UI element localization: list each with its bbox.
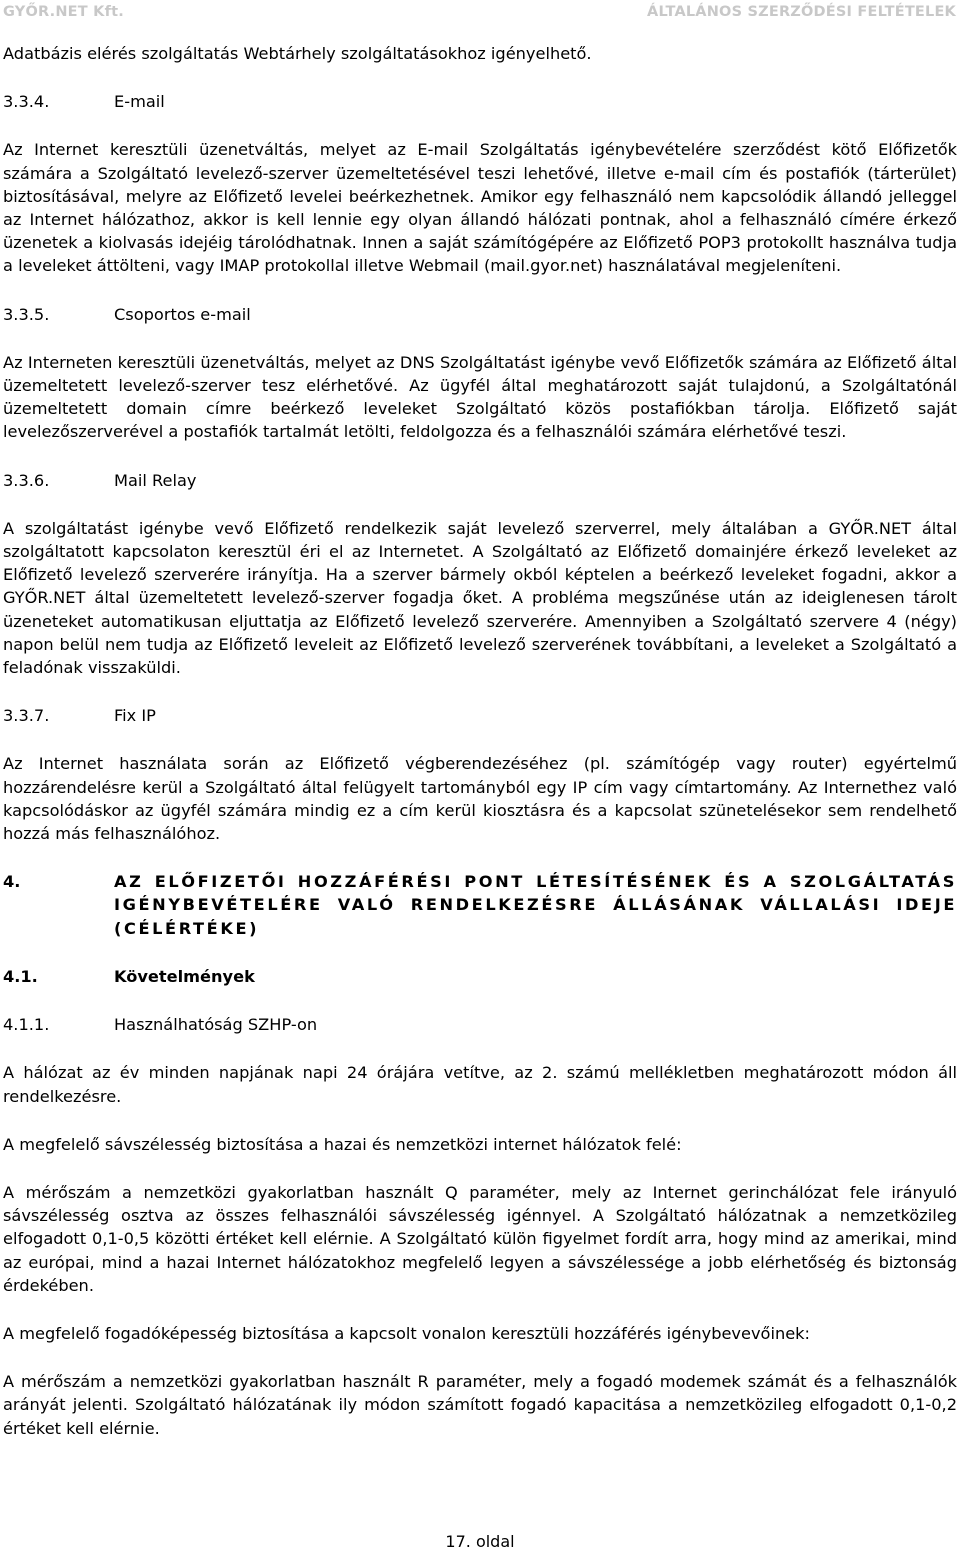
- page-number: 17. oldal: [445, 1532, 515, 1551]
- paragraph-availability: A hálózat az év minden napjának napi 24 órájára vetítve, az 2. számú mellékletben meghatározott módon áll rendelkezésre.: [3, 1063, 957, 1106]
- paragraph-group-email: Az Interneten keresztüli üzenetváltás, melyet az DNS Szolgáltatást igénybe vevő Előfizetők számára az Előfizető által üzemeltetett levelező-szerver tesz elérhetővé. Az ügyfél által meghatározott saját tulajdonú, a Szolgáltatónál üzemeltetett domain címre beérkező leveleket Szolgáltató közös postafiókban tárolja. Előfizető saját levelezőszerverével a postafiók tartalmát letölti, feldolgozza és a felhasználói számára elérhetővé teszi.: [3, 352, 957, 442]
- section-title: Használhatóság SZHP-on: [114, 1015, 318, 1035]
- section-heading-3-3-6: [3, 469, 957, 492]
- header-document-title: ÁLTALÁNOS SZERZŐDÉSI FELTÉTELEK: [647, 4, 956, 20]
- section-number: 3.3.6.: [3, 470, 50, 490]
- paragraph-mail-relay: A szolgáltatást igénybe vevő Előfizető rendelkezik saját levelező szerverrel, mely általában a GYŐR.NET által szolgáltatott kapcsolaton keresztül éri el az Internetet. A Szolgáltató az Előfizető domainjére érkező leveleket az Előfizető levelező szerverére irányítja. Ha a szerver bármely okból képtelen a beérkező leveleket fogadni, akkor a GYŐR.NET által üzemeltetett levelező-szerver fogadja őket. A probléma megszűnése után az ideiglenesen tárolt üzeneteket automatikusan eljuttatja az Előfizető levelező szerverére. Amennyiben a Szolgáltató szervere 4 (négy) napon belül nem tudja az Előfizető leveleit az Előfizető levelező szerverének továbbítani, a leveleket a Szolgáltató a feladónak visszaküldi.: [3, 518, 957, 678]
- chapter-heading-4: [3, 870, 957, 940]
- paragraph-reception-intro: A megfelelő fogadóképesség biztosítása a kapcsolt vonalon keresztüli hozzáférés igénybevevőinek:: [3, 1323, 810, 1343]
- section-heading-3-3-5: [3, 303, 957, 326]
- section-title: Mail Relay: [114, 470, 197, 490]
- section-number: 3.3.7.: [3, 706, 50, 726]
- document-body: [3, 42, 957, 1465]
- chapter-title: AZ ELŐFIZETŐI HOZZÁFÉRÉSI PONT LÉTESÍTÉSÉNEK ÉS A SZOLGÁLTATÁS IGÉNYBEVÉTELÉRE VALÓ RENDELKEZÉSRE ÁLLÁSÁNAK VÁLLALÁSI IDEJE (CÉLÉRTÉKE): [114, 872, 957, 938]
- section-heading-4-1: [3, 965, 957, 988]
- paragraph-bandwidth-q: A mérőszám a nemzetközi gyakorlatban használt Q paraméter, mely az Internet gerinchálózat fele irányuló sávszélesség osztva az összes felhasználói sávszélesség igénnyel. A Szolgáltató hálózatnak a nemzetközileg elfogadott 0,1-0,5 közötti értéket kell elérnie. A Szolgáltató külön figyelmet fordít arra, hogy mind az amerikai, mind az európai, mind a hazai Internet hálózatokhoz megfelelő legyen a sávszélessége a jobb elérhetőség és biztonság érdekében.: [3, 1182, 957, 1295]
- section-number: 3.3.4.: [3, 92, 50, 112]
- section-heading-3-3-7: [3, 704, 957, 727]
- paragraph-reception-r: A mérőszám a nemzetközi gyakorlatban használt R paraméter, mely a fogadó modemek számát és a felhasználók arányát jelenti. Szolgáltató hálózatának ily módon számított fogadó kapacitása a nemzetközileg elfogadott 0,1-0,2 értéket kell elérnie.: [3, 1372, 957, 1438]
- paragraph-email: Az Internet keresztüli üzenetváltás, melyet az E-mail Szolgáltatás igénybevételére szerződést kötő Előfizetők számára a Szolgáltató levelező-szerver üzemeltetésével teszi lehetővé, illetve e-mail cím és postafiók (tárterület) biztosításával, melyre az Előfizető levelei beérkezhetnek. Amikor egy felhasználó nem kapcsolódik állandó jelleggel az Internet hálózathoz, akkor is kell lennie egy olyan állandó hálózati pontnak, ahol a felhasználó címére érkező üzenetek a kiolvasás idejéig tárolódhatnak. Innen a saját számítógépére az Előfizető POP3 protokollt használva tudja a leveleket áttölteni, vagy IMAP protokollal illetve Webmail (mail.gyor.net) használatával megjeleníteni.: [3, 140, 957, 276]
- section-heading-4-1-1: [3, 1013, 957, 1036]
- section-title: Követelmények: [114, 966, 255, 986]
- chapter-number: 4.: [3, 872, 21, 892]
- section-heading-3-3-4: [3, 90, 957, 113]
- section-number: 4.1.: [3, 966, 38, 986]
- header-company: GYŐR.NET Kft.: [3, 4, 124, 20]
- paragraph-fix-ip: Az Internet használata során az Előfizető végberendezéséhez (pl. számítógép vagy router) egyértelmű hozzárendelésre kerül a Szolgáltató által felügyelt tartományból egy IP cím vagy címtartomány. Az Internethez való kapcsolódáskor az ügyfél számára mindig ez a cím kerül kiosztásra és a kapcsolat szünetelésekor sem rendelhető hozzá más felhasználóhoz.: [3, 754, 957, 844]
- paragraph-bandwidth-intro: A megfelelő sávszélesség biztosítása a hazai és nemzetközi internet hálózatok felé:: [3, 1134, 682, 1154]
- section-title: E-mail: [114, 92, 165, 112]
- section-number: 3.3.5.: [3, 304, 50, 324]
- paragraph-database: Adatbázis elérés szolgáltatás Webtárhely szolgáltatásokhoz igényelhető.: [3, 44, 592, 63]
- section-number: 4.1.1.: [3, 1015, 50, 1035]
- section-title: Fix IP: [114, 706, 156, 726]
- section-title: Csoportos e-mail: [114, 304, 251, 324]
